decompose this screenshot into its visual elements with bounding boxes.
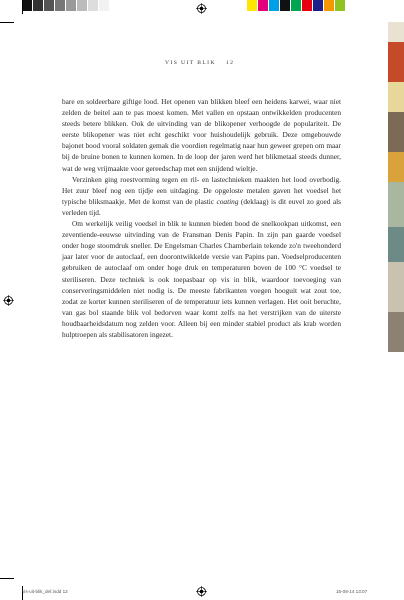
color-swatch <box>55 0 66 11</box>
paragraph: Verzinken ging roestvorming tegen en ril- en lastechnieken maakten het lood overbodig. Het zuur bleef nog een tijdje een uitdaging. De opgeloste metalen gaven het voedsel het typische bliksmaakje. Met de komst van de plastic coating (deklaag) is dit euvel zo goed als verleden tijd. <box>62 174 341 217</box>
adjacent-page-photo <box>388 22 404 352</box>
body-text <box>62 96 341 340</box>
color-swatch <box>313 0 324 11</box>
color-swatch <box>247 0 258 11</box>
color-swatch <box>22 0 33 11</box>
color-swatch <box>291 0 302 11</box>
gray-color-bar <box>22 0 110 11</box>
date-slug: 15-08-14 13:07 <box>336 589 368 594</box>
color-swatch <box>77 0 88 11</box>
page-number: 12 <box>225 60 235 66</box>
registration-mark-icon <box>196 3 207 14</box>
registration-mark-icon <box>196 586 207 597</box>
registration-mark-icon <box>3 295 14 306</box>
color-swatch <box>44 0 55 11</box>
color-swatch <box>88 0 99 11</box>
crop-mark <box>22 0 23 14</box>
running-head-title: VIS UIT BLIK <box>165 60 216 66</box>
color-swatch <box>324 0 335 11</box>
color-swatch <box>99 0 110 11</box>
color-swatch <box>66 0 77 11</box>
paragraph: bare en soldeerbare giftige lood. Het openen van blikken bleef een heidens karwei, waar niet zelden de beitel aan te pas moest komen. Met vallen en opstaan ontwikkelden producenten steeds betere blikken. Ook de uitvinding van de blikopener verhoogde de populariteit. De eerste blikopener was niet echt geschikt voor huishoudelijk gebruik. Deze omgebouwde bajonet bood vooral soldaten gemak die voordien regelmatig naar hun geweer grepen om maar bij de bruine bonen te kunnen komen. In de loop der jaren werd het blikmetaal steeds dunner, wat de weg vrijmaakte voor gereedschap met een snijdend wieltje. <box>62 97 341 173</box>
process-color-bar <box>247 0 346 11</box>
paragraph: Om werkelijk veilig voedsel in blik te kunnen bieden bood de snelkookpan uitkomst, een zeventiende-eeuwse uitvinding van de Fransman Denis Papin. In zijn pan gaarde voedsel onder hoge stoomdruk sneller. De Engelsman Charles Chamberlain tekende zo'n tweehonderd jaar later voor de autoclaaf, een doorontwikkelde versie van Papins pan. Voedselproducenten gebruiken de autoclaaf om onder hoge druk en temperaturen boven de 100 °C voedsel te steriliseren. Deze techniek is ook toepasbaar op vis in blik, waardoor toevoeging van conserveringsmiddelen niet nodig is. De meeste fabrikanten voegen hooguit wat zout toe, zodat ze korter kunnen steriliseren of de temperatuur iets kunnen verlagen. Het ooit beruchte, van gas bol staande blik vol bedorven waar komt zelfs na het verstrijken van de uiterste houdbaarheidsdatum nog zelden voor. Alleen bij een minder stabiel product als krab worden hulptroepen als stabilisatoren ingezet. <box>62 219 341 339</box>
crop-mark <box>0 22 14 23</box>
crop-mark <box>0 578 14 579</box>
file-slug: vis-uit-blik_def.indd 12 <box>22 589 68 594</box>
color-swatch <box>302 0 313 11</box>
color-swatch <box>258 0 269 11</box>
color-swatch <box>335 0 346 11</box>
color-swatch <box>33 0 44 11</box>
color-swatch <box>280 0 291 11</box>
running-head <box>165 60 275 66</box>
color-swatch <box>269 0 280 11</box>
